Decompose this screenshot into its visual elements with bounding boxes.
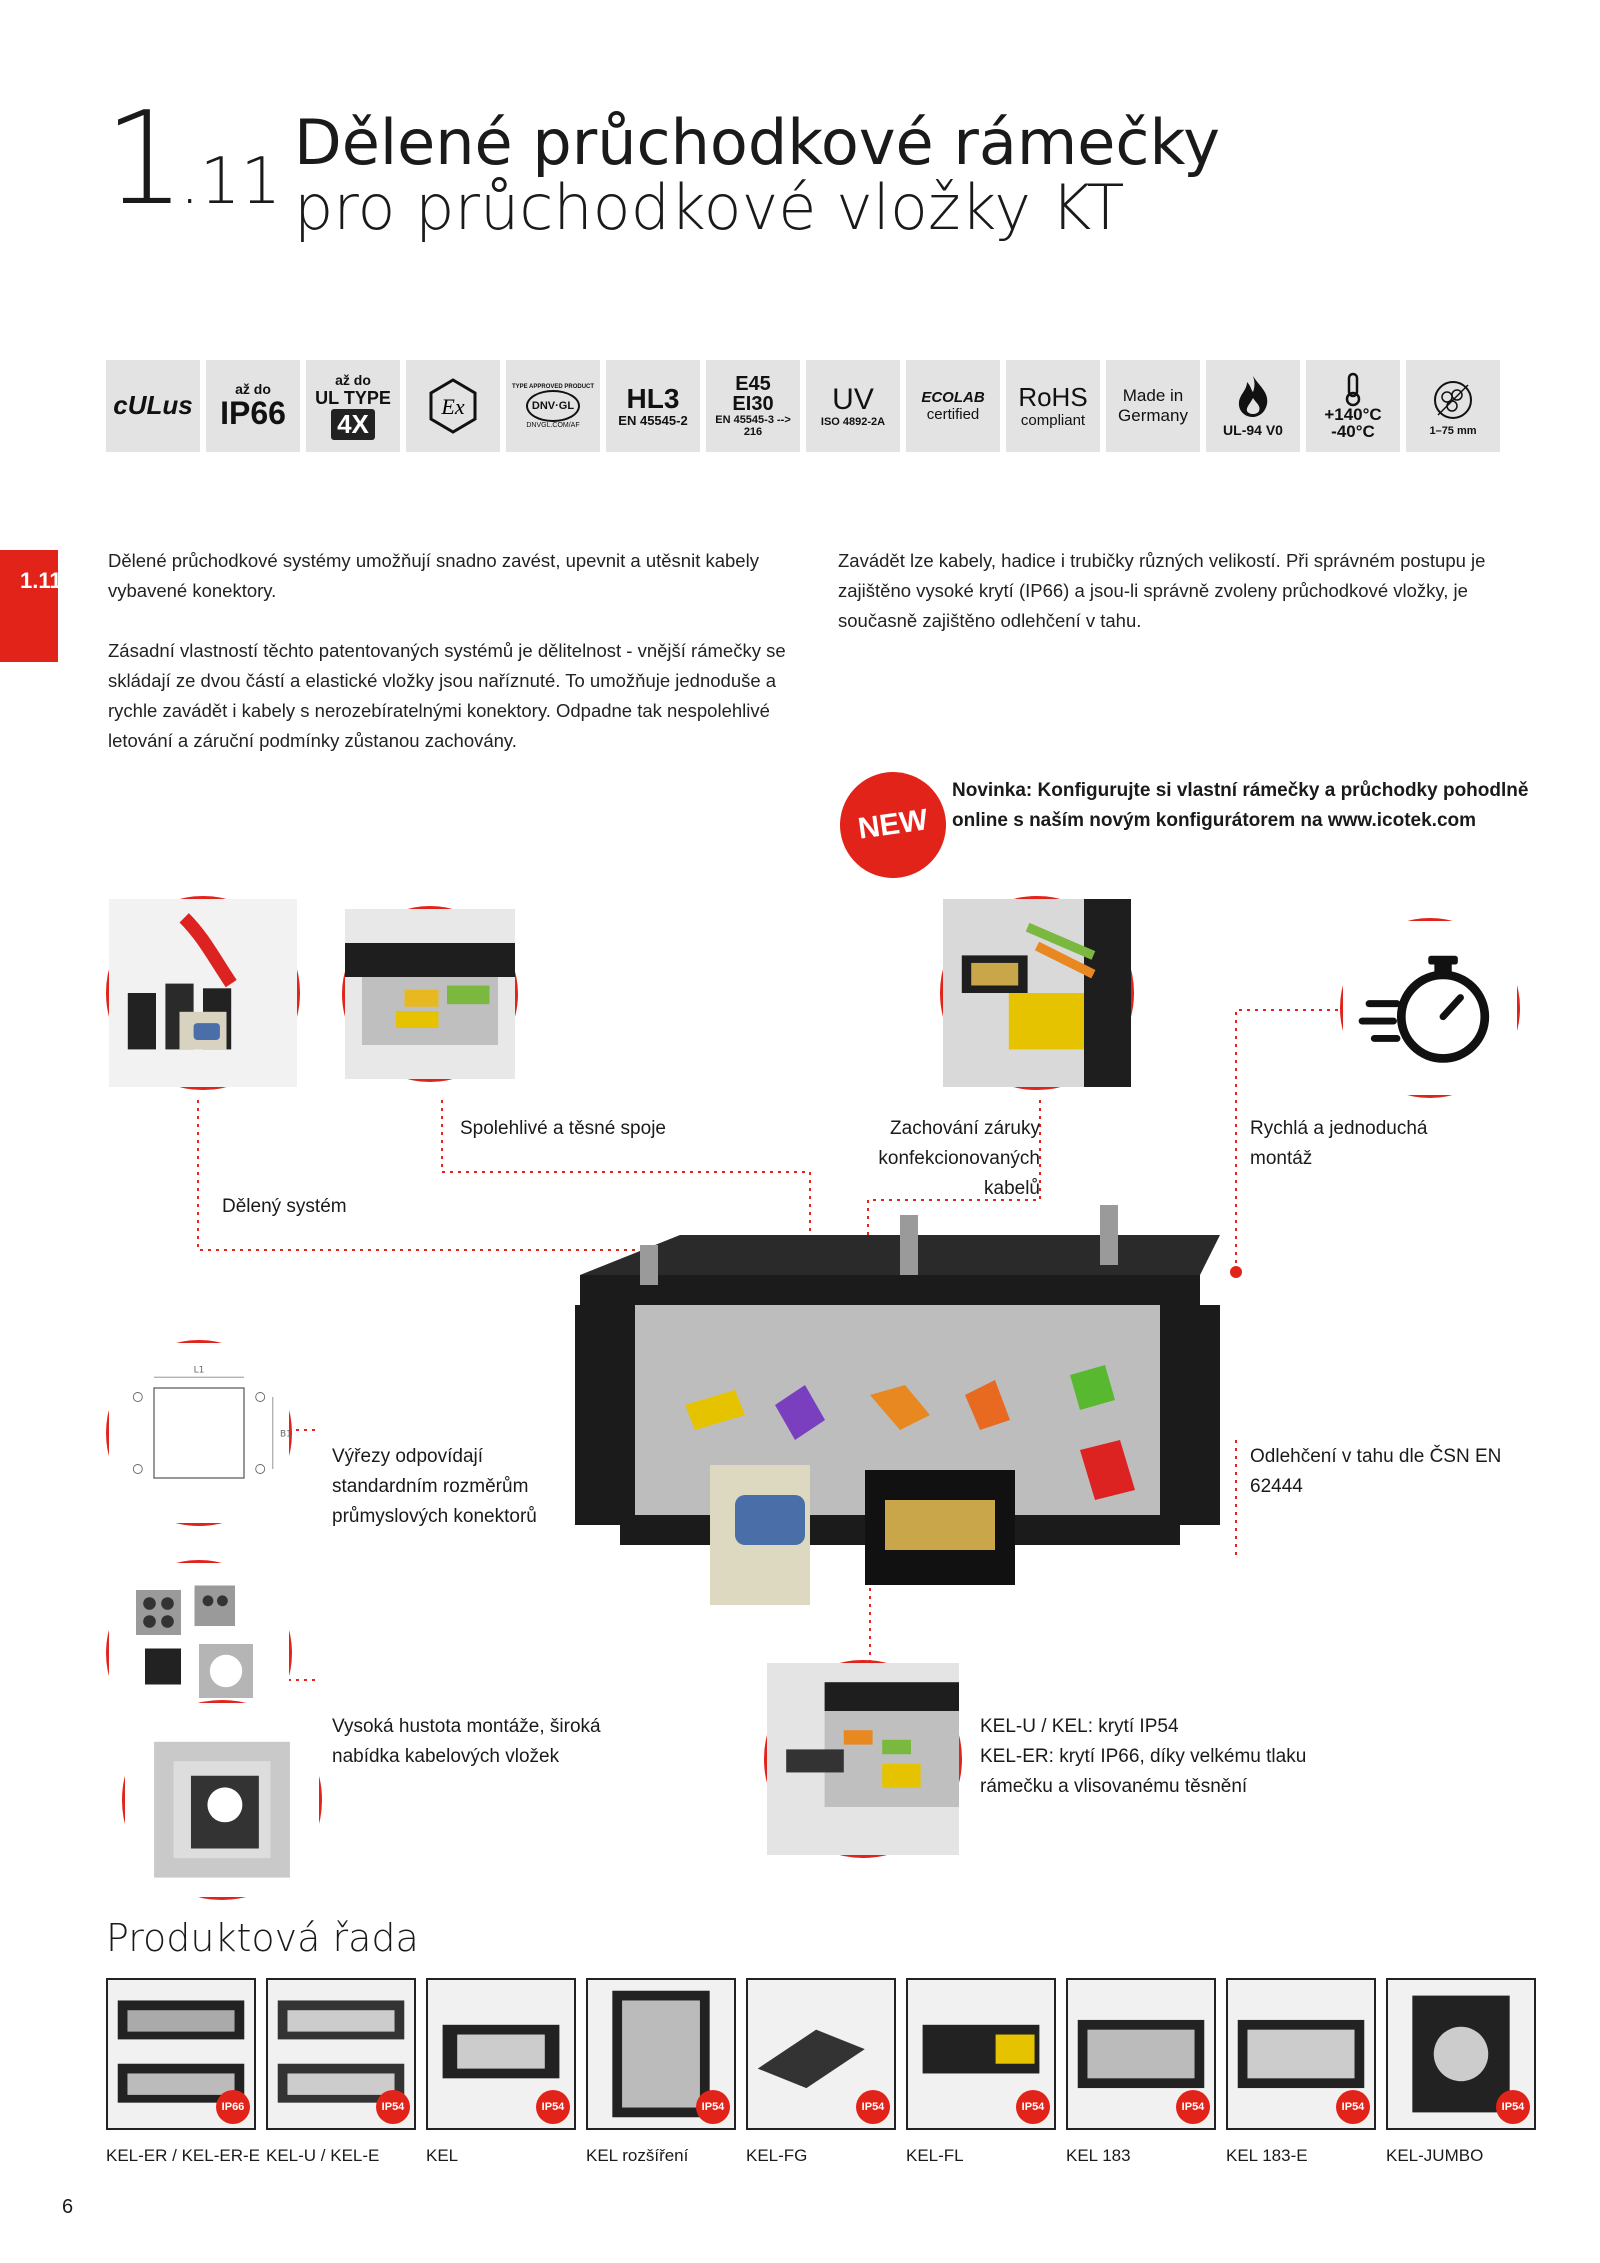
feature-circle-warranty — [940, 896, 1134, 1090]
badge-made-in-top: Made in — [1122, 386, 1184, 405]
badge-dnv-top: TYPE APPROVED PRODUCT — [511, 383, 595, 390]
label-density: Vysoká hustota montáže, široká nabídka kabelových vložek — [332, 1716, 601, 1767]
badge-e45 — [706, 360, 800, 452]
badge-rohs-bottom: compliant — [1020, 412, 1086, 430]
badge-uv-main: UV — [832, 383, 874, 417]
chapter-side-tab: 1.11 — [0, 550, 58, 662]
label-protection: KEL-U / KEL: krytí IP54 KEL-ER: krytí IP66, díky velkému tlaku rámečku a vlisovanému těsnění — [980, 1716, 1307, 1797]
warranty-illustration — [943, 899, 1131, 1087]
thermometer-icon — [1342, 372, 1364, 406]
product-name[interactable]: KEL 183-E — [1226, 2146, 1308, 2165]
badge-ul94 — [1206, 360, 1300, 452]
badge-made-in-bottom: Germany — [1118, 406, 1188, 425]
badge-ecolab-bottom: certified — [926, 406, 980, 423]
product-thumbnail[interactable] — [1066, 1978, 1216, 2130]
title-line-2: pro průchodkové vložky KT — [294, 171, 1125, 245]
badge-ecolab — [906, 360, 1000, 452]
badge-ecolab-main: ECOLAB — [921, 389, 985, 406]
intro-column-left — [108, 546, 798, 756]
split-system-illustration — [109, 899, 297, 1087]
feature-circle-frame — [122, 1700, 322, 1900]
chapter-number-sub: .11 — [179, 145, 282, 219]
ip-rating-badge: IP54 — [1336, 2090, 1370, 2124]
badge-hl3-main: HL3 — [626, 382, 680, 414]
badge-made-in-germany — [1106, 360, 1200, 452]
badge-cable-range-text: 1–75 mm — [1429, 425, 1477, 437]
product-range-title: Produktová řada — [106, 1916, 419, 1960]
product-thumbnail[interactable] — [1386, 1978, 1536, 2130]
ip-rating-badge: IP66 — [216, 2090, 250, 2124]
ip-rating-badge: IP54 — [1016, 2090, 1050, 2124]
intro-paragraph-3: Zavádět lze kabely, hadice i trubičky různých velikostí. Při správném postupu je zajištěno vysoké krytí (IP66) a jsou-li správně zvoleny průchodkové vložky, je současně zajištěno odlehčení v tahu. — [838, 550, 1486, 631]
badge-uv-bottom: ISO 4892-2A — [820, 415, 886, 428]
label-warranty: Zachování záruky konfekcionovaných kabelů — [878, 1118, 1040, 1199]
product-item[interactable] — [906, 1978, 1056, 2166]
badge-temp-max: +140°C — [1324, 405, 1382, 424]
chapter-number-main: 1 — [104, 85, 180, 234]
badge-temp-min: -40°C — [1331, 422, 1375, 441]
label-reliable-joints: Spolehlivé a těsné spoje — [460, 1118, 666, 1139]
intro-paragraph-2: Zásadní vlastností těchto patentovaných systémů je dělitelnost - vnější rámečky se skládají ze dvou částí a elastické vložky jsou naříznuté. To umožňuje jednoduše a rychle zavádět i kabely s nerozebíratelnými konektory. Odpadne tak nespolehlivé letování a záruční podmínky zůstanou zachovány. — [108, 640, 786, 751]
badge-temperature — [1306, 360, 1400, 452]
product-name[interactable]: KEL — [426, 2146, 459, 2165]
product-thumbnail[interactable] — [266, 1978, 416, 2130]
badge-ip66-main: IP66 — [220, 395, 286, 432]
product-name[interactable]: KEL-U / KEL-E — [266, 2146, 380, 2165]
intro-paragraph-1: Dělené průchodkové systémy umožňují snadno zavést, upevnit a utěsnit kabely vybavené konektory. — [108, 550, 759, 601]
product-thumbnail[interactable] — [586, 1978, 736, 2130]
badge-cable-range — [1406, 360, 1500, 452]
protection-illustration — [767, 1663, 959, 1855]
new-badge: NEW — [833, 765, 953, 885]
product-name[interactable]: KEL-FG — [746, 2146, 808, 2165]
product-name[interactable]: KEL rozšíření — [586, 2146, 689, 2165]
label-cutouts: Výřezy odpovídají standardním rozměrům průmyslových konektorů — [332, 1446, 537, 1527]
feature-circle-protection — [764, 1660, 962, 1858]
badge-ul-bottom: 4X — [331, 409, 375, 440]
badge-e45-bottom: EN 45545-3 --> 216 — [715, 414, 791, 438]
badge-ul94-text: UL-94 V0 — [1223, 422, 1283, 438]
badge-culus — [106, 360, 200, 452]
badge-hl3 — [606, 360, 700, 452]
badge-uv — [806, 360, 900, 452]
badge-ul-main: UL TYPE — [315, 388, 391, 409]
new-configurator-text: Novinka: Konfigurujte si vlastní rámečky a průchodky pohodlně online s naším novým konfigurátorem na www.icotek.com — [952, 780, 1529, 831]
label-fast-mount: Rychlá a jednoduchá montáž — [1250, 1118, 1428, 1169]
drawing-label-l1: L1 — [193, 1365, 205, 1376]
badge-ex-text: Ex — [441, 394, 465, 419]
drawing-label-b1: B1 — [280, 1429, 292, 1440]
badge-ip66-top: až do — [235, 381, 271, 398]
product-range-list — [106, 1978, 1536, 2166]
label-split-system: Dělený systém — [222, 1196, 347, 1217]
product-thumbnail[interactable] — [746, 1978, 896, 2130]
ip-rating-badge: IP54 — [376, 2090, 410, 2124]
product-item[interactable] — [1066, 1978, 1216, 2166]
ip-rating-badge: IP54 — [696, 2090, 730, 2124]
ip-rating-badge: IP54 — [536, 2090, 570, 2124]
badge-rohs-main: RoHS — [1018, 381, 1088, 412]
product-item[interactable] — [106, 1978, 260, 2166]
product-item[interactable] — [426, 1978, 576, 2166]
badge-ul-type — [306, 360, 400, 452]
ex-hexagon-icon — [423, 376, 483, 436]
flame-icon — [1233, 374, 1273, 418]
page-title — [294, 106, 1220, 245]
feature-circle-split-system — [106, 896, 300, 1090]
product-item[interactable] — [1386, 1978, 1536, 2166]
page-number: 6 — [62, 2196, 74, 2218]
badge-e45-top: E45 — [735, 373, 771, 395]
product-name[interactable]: KEL-JUMBO — [1386, 2146, 1484, 2165]
badge-dnv — [506, 360, 600, 452]
product-name[interactable]: KEL 183 — [1066, 2146, 1131, 2165]
badge-e45-main: EI30 — [732, 393, 774, 415]
product-thumbnail[interactable] — [106, 1978, 256, 2130]
reliable-joints-illustration — [345, 909, 515, 1079]
label-strain-relief: Odlehčení v tahu dle ČSN EN 62444 — [1250, 1446, 1502, 1497]
product-name[interactable]: KEL-FL — [906, 2146, 964, 2165]
product-thumbnail[interactable] — [426, 1978, 576, 2130]
badge-hl3-bottom: EN 45545-2 — [618, 413, 688, 429]
product-thumbnail[interactable] — [906, 1978, 1056, 2130]
feature-circle-reliable-joints — [342, 906, 518, 1082]
product-item[interactable] — [586, 1978, 736, 2166]
product-thumbnail[interactable] — [1226, 1978, 1376, 2130]
badge-dnv-bottom: DNVGL.COM/AF — [526, 421, 580, 429]
ip-rating-badge: IP54 — [1176, 2090, 1210, 2124]
cutout-drawing — [109, 1343, 292, 1523]
certification-badges — [106, 360, 1500, 452]
title-line-1: Dělené průchodkové rámečky — [294, 106, 1220, 179]
badge-culus-text: cULus — [113, 390, 193, 421]
product-item[interactable] — [746, 1978, 896, 2166]
intro-column-right — [838, 546, 1538, 636]
product-item[interactable] — [1226, 1978, 1376, 2166]
feature-circle-fast-mount — [1340, 918, 1520, 1098]
ip-rating-badge: IP54 — [1496, 2090, 1530, 2124]
badge-ip66 — [206, 360, 300, 452]
badge-ex — [406, 360, 500, 452]
badge-rohs — [1006, 360, 1100, 452]
stopwatch-icon — [1343, 921, 1517, 1095]
product-name[interactable]: KEL-ER / KEL-ER-E — [106, 2146, 260, 2165]
product-item[interactable] — [266, 1978, 416, 2166]
central-product-image — [560, 1215, 1280, 1635]
frame-illustration — [125, 1703, 319, 1897]
chapter-number — [104, 85, 282, 234]
cable-diameter-icon — [1428, 375, 1478, 425]
badge-dnv-main: DNV·GL — [526, 390, 580, 422]
ip-rating-badge: IP54 — [856, 2090, 890, 2124]
feature-circle-cutouts — [106, 1340, 292, 1526]
badge-ul-top: až do — [335, 372, 371, 389]
